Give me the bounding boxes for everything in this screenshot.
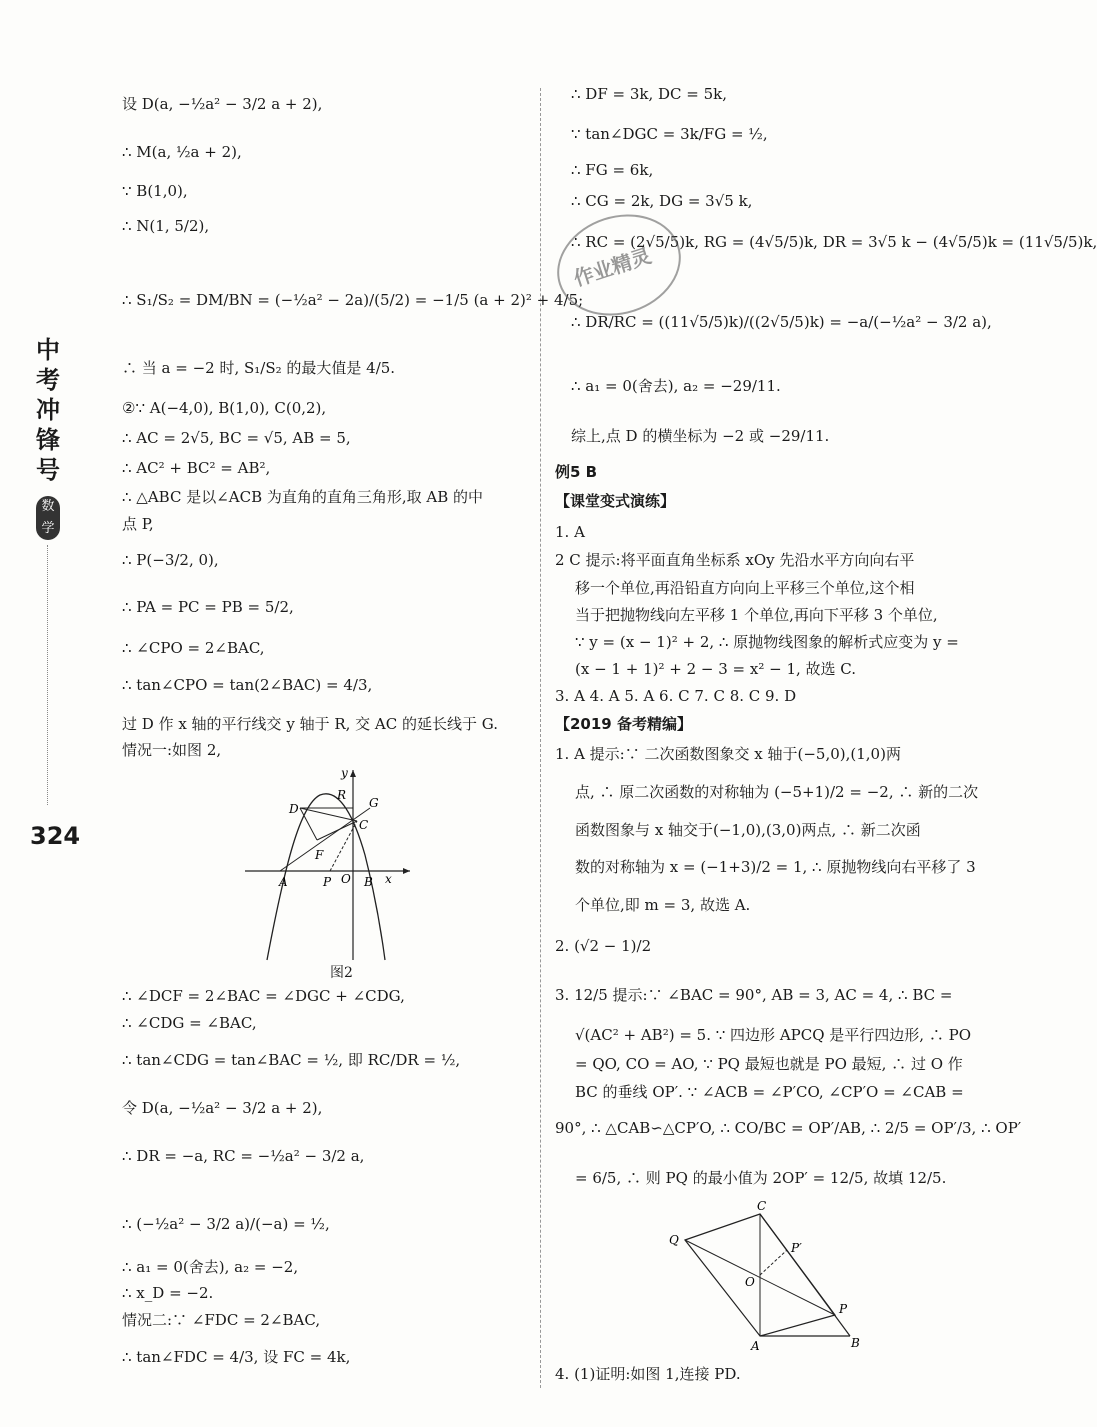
text-line: 3. A 4. A 5. A 6. C 7. C 8. C 9. D: [555, 687, 797, 705]
text-line: 令 D(a, −½a² − 3/2 a + 2),: [122, 1099, 323, 1117]
fig2-label: O: [341, 872, 351, 886]
text-line: 4. (1)证明:如图 1,连接 PD.: [555, 1365, 741, 1383]
parallelogram-label: O: [745, 1275, 755, 1289]
text-line: 函数图象与 x 轴交于(−1,0),(3,0)两点, ∴ 新二次函: [575, 821, 921, 839]
text-line: ∴ P(−3/2, 0),: [122, 551, 219, 569]
text-line: ∴ AC = 2√5, BC = √5, AB = 5,: [122, 429, 351, 447]
text-line: ∴ a₁ = 0(舍去), a₂ = −2,: [122, 1258, 299, 1276]
text-line: ∵ tan∠DGC = 3k/FG = ½,: [571, 125, 768, 143]
text-line: ∴ DR = −a, RC = −½a² − 3/2 a,: [122, 1147, 365, 1165]
text-line: ∴ S₁/S₂ = DM/BN = (−½a² − 2a)/(5/2) = −1/5 (a + 2)² + 4/5;: [122, 291, 584, 309]
fig2-label: y: [341, 766, 348, 780]
fig2-label: R: [337, 788, 347, 802]
text-line: ∴ AC² + BC² = AB²,: [122, 459, 271, 477]
side-dotted-line: [47, 545, 48, 805]
text-line: 1. A 提示:∵ 二次函数图象交 x 轴于(−5,0),(1,0)两: [555, 745, 901, 763]
text-line: ∴ RC = (2√5/5)k, RG = (4√5/5)k, DR = 3√5 k − (4√5/5)k = (11√5/5)k,: [571, 233, 1097, 251]
text-line: ∴ tan∠CDG = tan∠BAC = ½, 即 RC/DR = ½,: [122, 1051, 461, 1069]
figure-2-parabola: [245, 765, 415, 965]
text-line: ∴ (−½a² − 3/2 a)/(−a) = ½,: [122, 1215, 330, 1233]
text-line: 2 C 提示:将平面直角坐标系 xOy 先沿水平方向向右平: [555, 551, 915, 569]
section-heading: 【课堂变式演练】: [555, 492, 676, 510]
text-line: ②∵ A(−4,0), B(1,0), C(0,2),: [122, 399, 327, 417]
fig2-label: P: [323, 875, 332, 889]
text-line: 综上,点 D 的横坐标为 −2 或 −29/11.: [571, 427, 830, 445]
fig2-label: C: [359, 818, 369, 832]
parallelogram-label: Q: [669, 1233, 679, 1247]
text-line: ∴ PA = PC = PB = 5/2,: [122, 598, 294, 616]
text-line: ∴ CG = 2k, DG = 3√5 k,: [571, 192, 753, 210]
parallelogram-label: P: [839, 1302, 848, 1316]
text-line: ∴ FG = 6k,: [571, 161, 654, 179]
page-number: 324: [30, 822, 81, 850]
text-line: ∴ DF = 3k, DC = 5k,: [571, 85, 728, 103]
text-line: 1. A: [555, 523, 585, 541]
text-line: ∴ DR/RC = ((11√5/5)k)/((2√5/5)k) = −a/(−½a² − 3/2 a),: [571, 313, 992, 331]
text-line: ∴ a₁ = 0(舍去), a₂ = −29/11.: [571, 377, 781, 395]
text-line: ∴ x_D = −2.: [122, 1284, 214, 1302]
fig2-label: B: [364, 875, 373, 889]
text-line: 情况二:∵ ∠FDC = 2∠BAC,: [122, 1311, 321, 1329]
parallelogram-label: A: [751, 1339, 760, 1353]
text-line: ∵ B(1,0),: [122, 182, 188, 200]
text-line: = QO, CO = AO, ∵ PQ 最短也就是 PO 最短, ∴ 过 O 作: [575, 1055, 963, 1073]
text-line: 移一个单位,再沿铅直方向向上平移三个单位,这个相: [575, 579, 915, 597]
fig2-label: G: [369, 796, 379, 810]
text-line: ∵ y = (x − 1)² + 2, ∴ 原抛物线图象的解析式应变为 y =: [575, 633, 959, 651]
column-divider: [540, 88, 541, 1388]
text-line: ∴ ∠DCF = 2∠BAC = ∠DGC + ∠CDG,: [122, 987, 405, 1005]
text-line: 数的对称轴为 x = (−1+3)/2 = 1, ∴ 原抛物线向右平移了 3: [575, 858, 976, 876]
text-line: 例5 B: [555, 463, 598, 481]
text-line: 2. (√2 − 1)/2: [555, 937, 652, 955]
text-line: 情况一:如图 2,: [122, 741, 222, 759]
text-line: 点 P,: [122, 515, 154, 533]
side-title: 中 考 冲 锋 号: [36, 335, 60, 484]
text-line: ∴ ∠CDG = ∠BAC,: [122, 1014, 257, 1032]
text-line: 点, ∴ 原二次函数的对称轴为 (−5+1)/2 = −2, ∴ 新的二次: [575, 783, 979, 801]
fig2-label: F: [315, 848, 324, 862]
text-line: = 6/5, ∴ 则 PQ 的最小值为 2OP′ = 12/5, 故填 12/5.: [575, 1169, 947, 1187]
text-line: ∴ ∠CPO = 2∠BAC,: [122, 639, 265, 657]
fig2-label: A: [279, 875, 288, 889]
text-line: ∴ N(1, 5/2),: [122, 217, 210, 235]
text-line: 90°, ∴ △CAB∽△CP′O, ∴ CO/BC = OP′/AB, ∴ 2/5 = OP′/3, ∴ OP′: [555, 1119, 1022, 1137]
text-line: ∴ 当 a = −2 时, S₁/S₂ 的最大值是 4/5.: [122, 359, 396, 377]
text-line: 当于把抛物线向左平移 1 个单位,再向下平移 3 个单位,: [575, 606, 938, 624]
figure-2-caption: 图2: [330, 965, 353, 981]
text-line: BC 的垂线 OP′. ∵ ∠ACB = ∠P′CO, ∠CP′O = ∠CAB =: [575, 1083, 964, 1101]
parallelogram-label: B: [851, 1336, 860, 1350]
watermark-stamp: [552, 210, 687, 320]
text-line: 个单位,即 m = 3, 故选 A.: [575, 896, 751, 914]
parallelogram-label: P′: [791, 1241, 802, 1255]
figure-parallelogram: [665, 1200, 875, 1360]
text-line: √(AC² + AB²) = 5. ∵ 四边形 APCQ 是平行四边形, ∴ PO: [575, 1026, 971, 1044]
fig2-label: D: [289, 802, 299, 816]
text-line: ∴ tan∠CPO = tan(2∠BAC) = 4/3,: [122, 676, 373, 694]
fig2-label: x: [385, 872, 392, 886]
section-heading: 【2019 备考精编】: [555, 715, 692, 733]
text-line: ∴ tan∠FDC = 4/3, 设 FC = 4k,: [122, 1348, 351, 1366]
text-line: (x − 1 + 1)² + 2 − 3 = x² − 1, 故选 C.: [575, 660, 857, 678]
parallelogram-label: C: [757, 1199, 767, 1213]
text-line: ∴ M(a, ½a + 2),: [122, 143, 242, 161]
text-line: 设 D(a, −½a² − 3/2 a + 2),: [122, 95, 323, 113]
stamp-text: 作业精灵: [570, 243, 655, 291]
text-line: ∴ △ABC 是以∠ACB 为直角的直角三角形,取 AB 的中: [122, 488, 484, 506]
text-line: 过 D 作 x 轴的平行线交 y 轴于 R, 交 AC 的延长线于 G.: [122, 715, 498, 733]
subject-badge: 数 学: [36, 496, 60, 540]
text-line: 3. 12/5 提示:∵ ∠BAC = 90°, AB = 3, AC = 4, ∴ BC =: [555, 986, 953, 1004]
